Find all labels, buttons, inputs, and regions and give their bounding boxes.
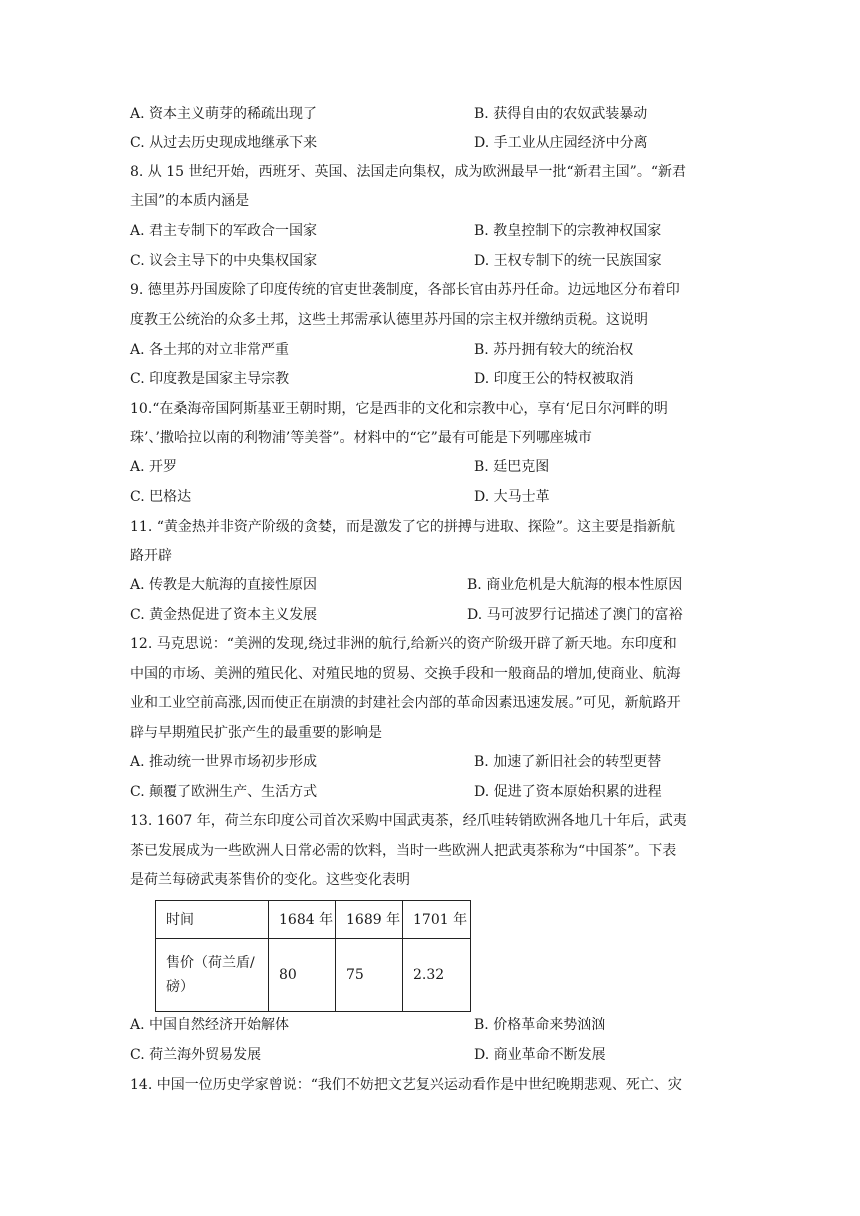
q13-option-b[interactable]: B. 价格革命来势汹汹 bbox=[474, 1017, 606, 1033]
q8-option-c[interactable]: C. 议会主导下的中央集权国家 bbox=[130, 253, 318, 269]
q7-option-b[interactable]: B. 获得自由的农奴武装暴动 bbox=[474, 106, 648, 122]
q11-stem-line-1: 11. “黄金热并非资产阶级的贪婪，而是激发了它的拼搏与进取、探险”。这主要是指新航 bbox=[130, 519, 676, 535]
table-row-label bbox=[156, 939, 269, 1012]
q13-option-a[interactable]: A. 中国自然经济开始解体 bbox=[130, 1017, 290, 1033]
table-header-cell: 时间 bbox=[156, 901, 269, 939]
q9-option-d[interactable]: D. 印度王公的特权被取消 bbox=[474, 371, 634, 387]
tea-price-table bbox=[155, 900, 471, 1012]
q10-stem-line-2: 珠’、’撒哈拉以南的利物浦’等美誉”。材料中的“它”最有可能是下列哪座城市 bbox=[130, 430, 592, 446]
table-cell: 80 bbox=[269, 939, 336, 1012]
q10-option-b[interactable]: B. 廷巴克图 bbox=[474, 459, 550, 475]
row-label-line: 磅） bbox=[166, 979, 194, 995]
q14-stem-line-1: 14. 中国一位历史学家曾说：“我们不妨把文艺复兴运动看作是中世纪晚期悲观、死亡、灾 bbox=[130, 1077, 682, 1093]
q9-stem-line-1: 9. 德里苏丹国废除了印度传统的官吏世袭制度，各部长官由苏丹任命。边远地区分布着印 bbox=[130, 282, 680, 298]
q13-stem-line-2: 茶已发展成为一些欧洲人日常必需的饮料，当时一些欧洲人把武夷茶称为“中国茶”。下表 bbox=[130, 843, 677, 859]
table-cell: 2.32 bbox=[403, 939, 471, 1012]
q9-option-c[interactable]: C. 印度教是国家主导宗教 bbox=[130, 371, 290, 387]
q12-stem-line-1: 12. 马克思说：“美洲的发现,绕过非洲的航行,给新兴的资产阶级开辟了新天地。东印度和 bbox=[130, 636, 677, 652]
q8-option-d[interactable]: D. 王权专制下的统一民族国家 bbox=[474, 253, 662, 269]
q10-option-a[interactable]: A. 开罗 bbox=[130, 459, 178, 475]
q7-option-a[interactable]: A. 资本主义萌芽的稀疏出现了 bbox=[130, 106, 318, 122]
q12-stem-line-3: 业和工业空前高涨,因而使正在崩溃的封建社会内部的革命因素迅速发展。”可见，新航路开 bbox=[130, 695, 681, 711]
q12-option-b[interactable]: B. 加速了新旧社会的转型更替 bbox=[474, 754, 662, 770]
table-cell: 75 bbox=[336, 939, 403, 1012]
q8-option-b[interactable]: B. 教皇控制下的宗教神权国家 bbox=[474, 223, 662, 239]
q12-option-d[interactable]: D. 促进了资本原始积累的进程 bbox=[474, 784, 662, 800]
q9-option-b[interactable]: B. 苏丹拥有较大的统治权 bbox=[474, 342, 634, 358]
q11-option-d[interactable]: D. 马可波罗行记描述了澳门的富裕 bbox=[467, 607, 683, 623]
q7-option-c[interactable]: C. 从过去历史现成地继承下来 bbox=[130, 135, 318, 151]
q9-stem-line-2: 度教王公统治的众多土邦，这些土邦需承认德里苏丹国的宗主权并缴纳贡税。这说明 bbox=[130, 312, 648, 328]
q11-option-c[interactable]: C. 黄金热促进了资本主义发展 bbox=[130, 607, 318, 623]
q12-option-c[interactable]: C. 颠覆了欧洲生产、生活方式 bbox=[130, 784, 318, 800]
q8-option-a[interactable]: A. 君主专制下的军政合一国家 bbox=[130, 223, 318, 239]
table-header-cell: 1701 年 bbox=[403, 901, 471, 939]
q13-option-c[interactable]: C. 荷兰海外贸易发展 bbox=[130, 1047, 262, 1063]
q10-stem-line-1: 10.“在桑海帝国阿斯基亚王朝时期，它是西非的文化和宗教中心，享有‘尼日尔河畔的明 bbox=[130, 401, 668, 417]
q9-option-a[interactable]: A. 各土邦的对立非常严重 bbox=[130, 342, 290, 358]
q10-option-c[interactable]: C. 巴格达 bbox=[130, 489, 192, 505]
q11-option-a[interactable]: A. 传教是大航海的直接性原因 bbox=[130, 577, 318, 593]
q8-stem-line-2: 主国”的本质内涵是 bbox=[130, 193, 250, 209]
table-header-row bbox=[156, 901, 471, 939]
q8-stem-line-1: 8. 从 15 世纪开始，西班牙、英国、法国走向集权，成为欧洲最早一批“新君主国”。“新君 bbox=[130, 164, 686, 180]
q12-option-a[interactable]: A. 推动统一世界市场初步形成 bbox=[130, 754, 318, 770]
q10-option-d[interactable]: D. 大马士革 bbox=[474, 489, 550, 505]
q7-option-d[interactable]: D. 手工业从庄园经济中分离 bbox=[474, 135, 648, 151]
table-header-cell: 1689 年 bbox=[336, 901, 403, 939]
q13-stem-line-3: 是荷兰每磅武夷茶售价的变化。这些变化表明 bbox=[130, 872, 410, 888]
table-header-cell: 1684 年 bbox=[269, 901, 336, 939]
q12-stem-line-2: 中国的市场、美洲的殖民化、对殖民地的贸易、交换手段和一般商品的增加,使商业、航海 bbox=[130, 666, 681, 682]
q12-stem-line-4: 辟与早期殖民扩张产生的最重要的影响是 bbox=[130, 725, 382, 741]
q13-option-d[interactable]: D. 商业革命不断发展 bbox=[474, 1047, 606, 1063]
row-label-line: 售价（荷兰盾/ bbox=[166, 955, 255, 971]
table-row bbox=[156, 939, 471, 1012]
q11-stem-line-2: 路开辟 bbox=[130, 548, 172, 564]
q13-stem-line-1: 13. 1607 年，荷兰东印度公司首次采购中国武夷茶，经爪哇转销欧洲各地几十年后，武夷 bbox=[130, 813, 687, 829]
q11-option-b[interactable]: B. 商业危机是大航海的根本性原因 bbox=[467, 577, 683, 593]
